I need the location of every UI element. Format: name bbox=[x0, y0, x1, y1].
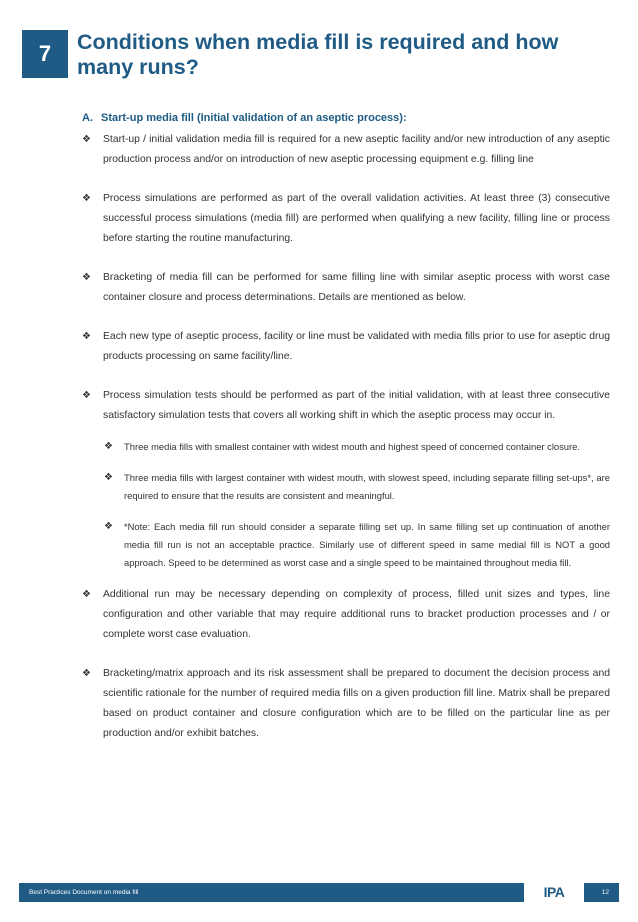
diamond-bullet-icon: ❖ bbox=[82, 272, 91, 283]
list-item bbox=[82, 327, 610, 367]
diamond-bullet-icon: ❖ bbox=[82, 390, 91, 401]
sub-list-item bbox=[104, 518, 610, 572]
sub-list-item bbox=[104, 469, 610, 505]
section-number: 7 bbox=[38, 41, 52, 66]
list-item bbox=[82, 268, 610, 308]
main-content bbox=[82, 112, 610, 763]
diamond-bullet-icon: ❖ bbox=[82, 331, 91, 342]
diamond-bullet-icon: ❖ bbox=[104, 441, 113, 452]
sub-list-item-text: Three media fills with largest container with widest mouth, with slowest speed, including separate filling set-ups*, are required to ensure that the results are consistent and meaningful. bbox=[124, 472, 610, 501]
section-number-badge bbox=[22, 30, 68, 78]
footer-bar bbox=[19, 883, 619, 902]
list-item bbox=[82, 585, 610, 645]
logo-mark: IPA bbox=[543, 884, 565, 900]
page-number: 12 bbox=[601, 889, 609, 896]
list-item bbox=[82, 386, 610, 426]
list-item bbox=[82, 130, 610, 170]
list-item-text: Process simulation tests should be performed as part of the initial validation, with at least three consecutive satisfactory simulation tests that covers all working shift in which the aseptic process may occur in. bbox=[103, 390, 610, 421]
diamond-bullet-icon: ❖ bbox=[82, 589, 91, 600]
subheading-text: Start-up media fill (Initial validation of an aseptic process): bbox=[101, 112, 407, 124]
list-item-text: Start-up / initial validation media fill is required for a new aseptic facility and/or new introduction of any aseptic production process and/or on introduction of new aseptic processing equipment e.g. filling line bbox=[103, 134, 610, 165]
subheading-letter: A. bbox=[82, 112, 93, 124]
footer-text: Best Practices Document on media fill bbox=[29, 889, 139, 896]
list-item-text: Each new type of aseptic process, facility or line must be validated with media fills prior to use for aseptic drug products processing on same facility/line. bbox=[103, 331, 610, 362]
diamond-bullet-icon: ❖ bbox=[104, 521, 113, 532]
list-item bbox=[82, 664, 610, 744]
diamond-bullet-icon: ❖ bbox=[104, 472, 113, 483]
sub-list-item bbox=[104, 438, 610, 456]
ipa-logo bbox=[524, 883, 584, 902]
diamond-bullet-icon: ❖ bbox=[82, 668, 91, 679]
list-item bbox=[82, 189, 610, 249]
diamond-bullet-icon: ❖ bbox=[82, 193, 91, 204]
sub-list-item-text: Three media fills with smallest container with widest mouth and highest speed of concerned container closure. bbox=[124, 441, 580, 452]
list-item-text: Bracketing of media fill can be performed for same filling line with similar aseptic process with worst case container closure and process determinations. Details are mentioned as below. bbox=[103, 272, 610, 303]
list-item-text: Additional run may be necessary depending on complexity of process, filled unit sizes and types, line configuration and other variable that may require additional runs to bracket production processes and / or complete worst case evaluation. bbox=[103, 589, 610, 640]
subheading bbox=[82, 112, 610, 124]
sub-list-item-text: *Note: Each media fill run should consider a separate filling set up. In same filling set up continuation of another media fill run is not an acceptable practice. Similarly use of different speed in same medial fill is NOT a good approach. Speed to be determined as worst case and a single speed to be maintained throughout media fill. bbox=[124, 521, 610, 568]
diamond-bullet-icon: ❖ bbox=[82, 134, 91, 145]
list-item-text: Bracketing/matrix approach and its risk assessment shall be prepared to document the decision process and scientific rationale for the number of required media fills on a given production fill line. Matrix shall be prepared based on product container and closure configuration which are to be filled on the particular line as per production and/or exhibit batches. bbox=[103, 668, 610, 739]
sub-list bbox=[104, 438, 610, 572]
list-item-text: Process simulations are performed as part of the overall validation activities. At least three (3) consecutive successful process simulations (media fill) are performed when qualifying a new facility, filling line or process before starting the routine manufacturing. bbox=[103, 193, 610, 244]
page-title: Conditions when media fill is required and how many runs? bbox=[77, 30, 559, 79]
